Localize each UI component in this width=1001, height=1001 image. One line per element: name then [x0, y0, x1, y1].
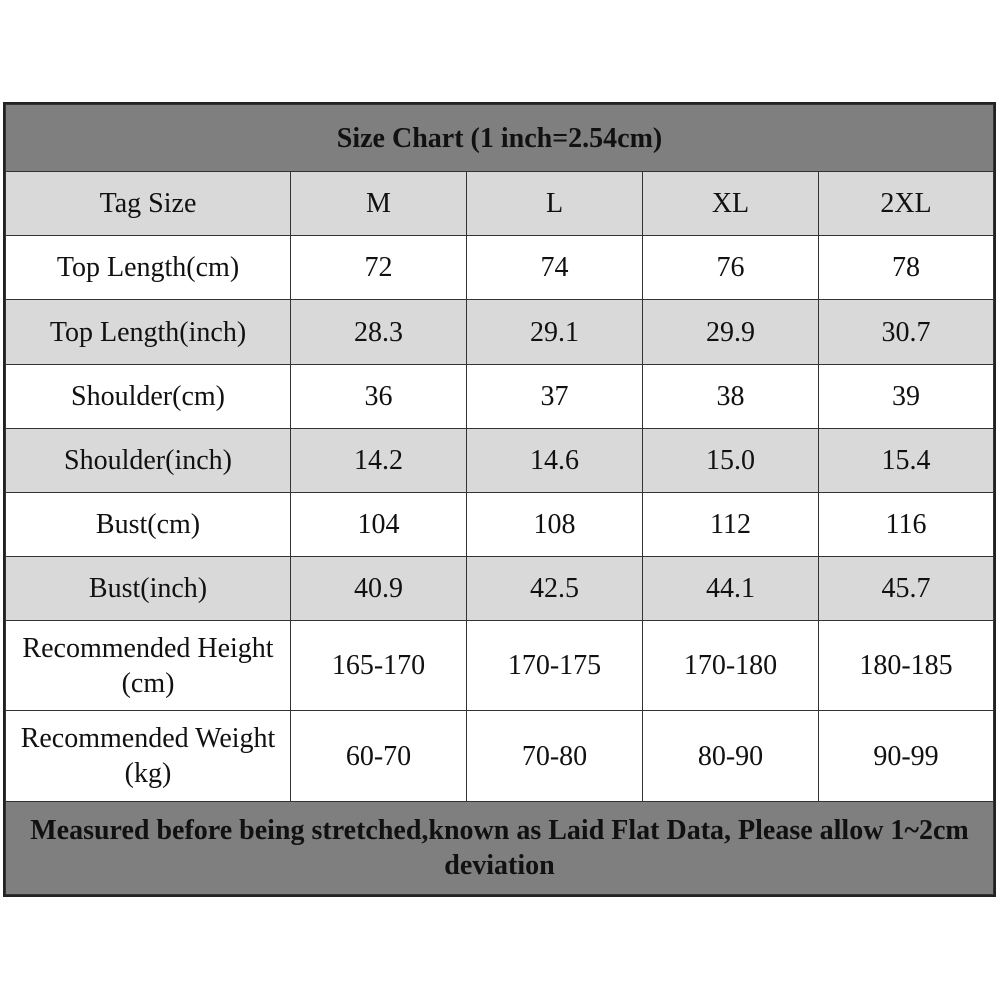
row-label: Recommended Weight (kg) [6, 711, 291, 801]
table-cell: 36 [291, 364, 467, 428]
row-label: Bust(cm) [6, 492, 291, 556]
table-cell: 72 [291, 236, 467, 300]
row-label: Top Length(cm) [6, 236, 291, 300]
table-cell: 37 [467, 364, 643, 428]
table-cell: 45.7 [819, 557, 994, 621]
size-table [5, 104, 994, 895]
table-cell: 42.5 [467, 557, 643, 621]
table-cell: 30.7 [819, 300, 994, 364]
size-xl-header: XL [643, 172, 819, 236]
tag-size-label: Tag Size [6, 172, 291, 236]
table-row [6, 428, 994, 492]
table-row [6, 364, 994, 428]
table-cell: 116 [819, 492, 994, 556]
table-cell: 44.1 [643, 557, 819, 621]
table-row [6, 557, 994, 621]
header-row [6, 172, 994, 236]
table-cell: 29.1 [467, 300, 643, 364]
table-cell: 180-185 [819, 621, 994, 711]
row-label: Shoulder(inch) [6, 428, 291, 492]
table-cell: 108 [467, 492, 643, 556]
table-cell: 90-99 [819, 711, 994, 801]
row-label: Bust(inch) [6, 557, 291, 621]
table-cell: 28.3 [291, 300, 467, 364]
table-cell: 15.0 [643, 428, 819, 492]
row-label: Top Length(inch) [6, 300, 291, 364]
table-cell: 14.6 [467, 428, 643, 492]
table-cell: 15.4 [819, 428, 994, 492]
table-cell: 80-90 [643, 711, 819, 801]
table-cell: 104 [291, 492, 467, 556]
table-cell: 70-80 [467, 711, 643, 801]
table-row [6, 621, 994, 711]
table-cell: 74 [467, 236, 643, 300]
row-label: Shoulder(cm) [6, 364, 291, 428]
size-chart [3, 102, 996, 897]
table-row [6, 711, 994, 801]
table-cell: 78 [819, 236, 994, 300]
footer-note: Measured before being stretched,known as Laid Flat Data, Please allow 1~2cm deviation [6, 801, 994, 894]
table-row [6, 492, 994, 556]
table-cell: 38 [643, 364, 819, 428]
table-cell: 14.2 [291, 428, 467, 492]
table-cell: 39 [819, 364, 994, 428]
chart-title: Size Chart (1 inch=2.54cm) [6, 105, 994, 172]
table-cell: 29.9 [643, 300, 819, 364]
size-l-header: L [467, 172, 643, 236]
table-row [6, 300, 994, 364]
table-cell: 165-170 [291, 621, 467, 711]
table-cell: 40.9 [291, 557, 467, 621]
table-cell: 60-70 [291, 711, 467, 801]
size-2xl-header: 2XL [819, 172, 994, 236]
size-m-header: M [291, 172, 467, 236]
table-cell: 112 [643, 492, 819, 556]
table-cell: 170-175 [467, 621, 643, 711]
row-label: Recommended Height (cm) [6, 621, 291, 711]
table-cell: 76 [643, 236, 819, 300]
table-cell: 170-180 [643, 621, 819, 711]
table-row [6, 236, 994, 300]
